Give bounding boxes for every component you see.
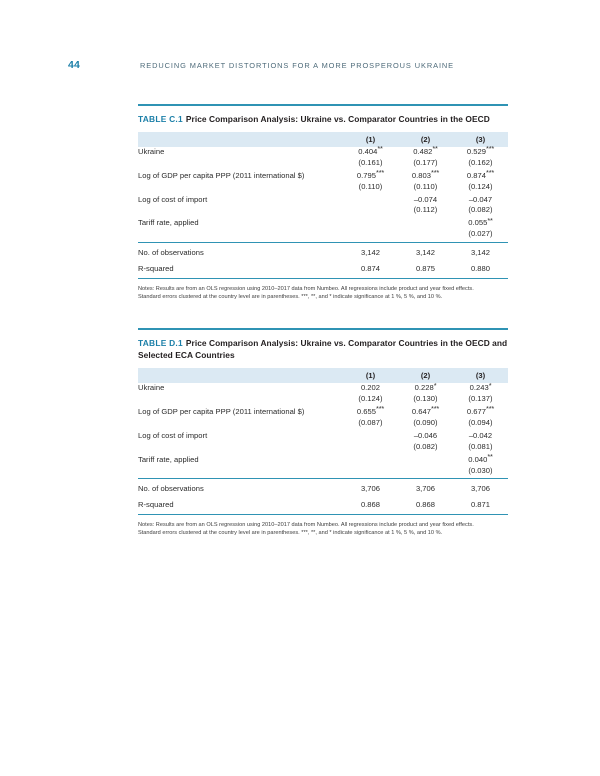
row-label: Log of cost of import <box>138 430 208 440</box>
significance-stars: ** <box>377 144 383 154</box>
standard-error: (0.027) <box>468 229 493 239</box>
summary-row <box>138 495 508 514</box>
standard-error: (0.124) <box>468 181 493 191</box>
cell-value: –0.046 (0.082) <box>398 431 453 455</box>
table-d1 <box>138 368 508 515</box>
table-c1-block <box>138 104 508 301</box>
standard-error: (0.094) <box>468 417 493 427</box>
summary-label: R-squared <box>138 259 343 278</box>
significance-stars: * <box>433 380 437 390</box>
table-top-rule <box>138 104 508 106</box>
cell-value: 0.404** (0.161) <box>343 147 398 171</box>
standard-error: (0.112) <box>413 205 438 215</box>
cell-value: –0.042 (0.081) <box>453 431 508 455</box>
summary-label: No. of observations <box>138 243 343 259</box>
row-label: Ukraine <box>138 383 165 393</box>
cell-value: 0.040** (0.030) <box>453 455 508 479</box>
standard-error: (0.162) <box>468 157 493 167</box>
standard-error: (0.137) <box>468 394 493 404</box>
table-c1-title: Price Comparison Analysis: Ukraine vs. Comparator Countries in the OECD <box>185 113 490 124</box>
summary-value: 3,142 <box>453 243 508 259</box>
table-row <box>138 455 508 479</box>
table-row <box>138 147 508 171</box>
cell-value <box>398 218 453 242</box>
cell-value: 0.055** (0.027) <box>453 218 508 242</box>
significance-stars: *** <box>486 168 495 178</box>
cell-value: 0.482** (0.177) <box>398 147 453 171</box>
cell-value <box>343 455 398 479</box>
summary-value: 3,706 <box>453 479 508 495</box>
running-title: REDUCING MARKET DISTORTIONS FOR A MORE PROSPEROUS UKRAINE <box>140 60 455 70</box>
cell-value: 0.874*** (0.124) <box>453 171 508 195</box>
col-header-1: (1) <box>343 368 398 383</box>
table-d1-notes <box>138 521 508 537</box>
summary-value: 0.874 <box>343 259 398 278</box>
standard-error: (0.087) <box>358 417 383 427</box>
table-top-rule <box>138 328 508 330</box>
summary-value: 3,142 <box>398 243 453 259</box>
table-d1-title: Price Comparison Analysis: Ukraine vs. Comparator Countries in the OECD and Selected ECA Countries <box>138 337 508 360</box>
running-header <box>68 57 532 73</box>
table-c1 <box>138 132 508 279</box>
cell-value: 0.228* (0.130) <box>398 383 453 407</box>
standard-error: (0.161) <box>358 157 383 167</box>
standard-error: (0.110) <box>413 181 438 191</box>
table-row <box>138 431 508 455</box>
table-row <box>138 171 508 195</box>
col-header-3: (3) <box>453 368 508 383</box>
significance-stars: *** <box>376 168 385 178</box>
cell-value: 0.529*** (0.162) <box>453 147 508 171</box>
note-line: Notes: Results are from an OLS regression using 2010–2017 data from Numbeo. All regressions include product and year fixed effects. <box>138 522 474 529</box>
significance-stars: ** <box>487 215 493 225</box>
summary-value: 3,706 <box>343 479 398 495</box>
standard-error: (0.130) <box>413 394 438 404</box>
table-d1-block <box>138 328 508 538</box>
row-label: Tariff rate, applied <box>138 454 199 464</box>
page-number: 44 <box>68 59 81 71</box>
summary-value: 0.875 <box>398 259 453 278</box>
table-row <box>138 407 508 431</box>
significance-stars: *** <box>431 404 440 414</box>
table-c1-caption <box>138 113 508 125</box>
significance-stars: *** <box>486 144 495 154</box>
col-header-label <box>138 132 343 147</box>
table-d1-header-row <box>138 368 508 383</box>
cell-value: 0.202 (0.124) <box>343 383 398 407</box>
cell-value: 0.647*** (0.090) <box>398 407 453 431</box>
table-c1-notes <box>138 285 508 301</box>
table-c1-body <box>138 144 508 279</box>
summary-value: 0.871 <box>453 495 508 514</box>
row-label: Tariff rate, applied <box>138 218 199 228</box>
table-d1-label: TABLE D.1 <box>138 337 183 348</box>
cell-value <box>343 218 398 242</box>
cell-value <box>343 195 398 219</box>
cell-value <box>398 455 453 479</box>
summary-row <box>138 243 508 259</box>
col-header-1: (1) <box>343 132 398 147</box>
standard-error: (0.082) <box>468 205 493 215</box>
col-header-2: (2) <box>398 368 453 383</box>
summary-label: No. of observations <box>138 479 343 495</box>
standard-error: (0.090) <box>413 417 438 427</box>
summary-value: 3,142 <box>343 243 398 259</box>
cell-value: 0.655*** (0.087) <box>343 407 398 431</box>
cell-value: 0.243* (0.137) <box>453 383 508 407</box>
significance-stars: ** <box>487 452 493 462</box>
standard-error: (0.082) <box>413 441 438 451</box>
col-header-3: (3) <box>453 132 508 147</box>
standard-error: (0.177) <box>413 157 438 167</box>
note-line: Notes: Results are from an OLS regression using 2010–2017 data from Numbeo. All regressions include product and year fixed effects. <box>138 285 474 292</box>
cell-value: 0.795*** (0.110) <box>343 171 398 195</box>
summary-value: 0.868 <box>398 495 453 514</box>
row-label: Log of cost of import <box>138 194 208 204</box>
cell-value: 0.677*** (0.094) <box>453 407 508 431</box>
significance-stars: ** <box>432 144 438 154</box>
note-line: Standard errors clustered at the country level are in parentheses. ***, **, and * indicate significance at 1 %, 5 %, and 10 %. <box>138 530 443 537</box>
note-line: Standard errors clustered at the country level are in parentheses. ***, **, and * indicate significance at 1 %, 5 %, and 10 %. <box>138 294 443 301</box>
table-row <box>138 383 508 407</box>
summary-row <box>138 479 508 495</box>
standard-error: (0.030) <box>468 465 493 475</box>
significance-stars: *** <box>486 404 495 414</box>
standard-error: (0.081) <box>468 441 493 451</box>
summary-value: 3,706 <box>398 479 453 495</box>
significance-stars: *** <box>376 404 385 414</box>
row-label: Log of GDP per capita PPP (2011 international $) <box>138 407 305 416</box>
col-header-label <box>138 368 343 383</box>
table-c1-header-row <box>138 132 508 147</box>
cell-value: 0.803*** (0.110) <box>398 171 453 195</box>
standard-error: (0.124) <box>358 394 383 404</box>
summary-value: 0.868 <box>343 495 398 514</box>
summary-label: R-squared <box>138 495 343 514</box>
summary-value: 0.880 <box>453 259 508 278</box>
col-header-2: (2) <box>398 132 453 147</box>
row-label: Ukraine <box>138 146 165 156</box>
row-label: Log of GDP per capita PPP (2011 international $) <box>138 170 305 180</box>
standard-error: (0.110) <box>358 181 383 191</box>
cell-value: –0.047 (0.082) <box>453 195 508 219</box>
significance-stars: * <box>488 380 492 390</box>
cell-value: –0.074 (0.112) <box>398 195 453 219</box>
table-c1-label: TABLE C.1 <box>138 113 183 124</box>
table-row <box>138 218 508 242</box>
table-d1-body <box>138 380 508 515</box>
cell-value <box>343 431 398 455</box>
table-d1-caption <box>138 337 508 362</box>
table-row <box>138 195 508 219</box>
summary-row <box>138 259 508 278</box>
significance-stars: *** <box>431 168 440 178</box>
